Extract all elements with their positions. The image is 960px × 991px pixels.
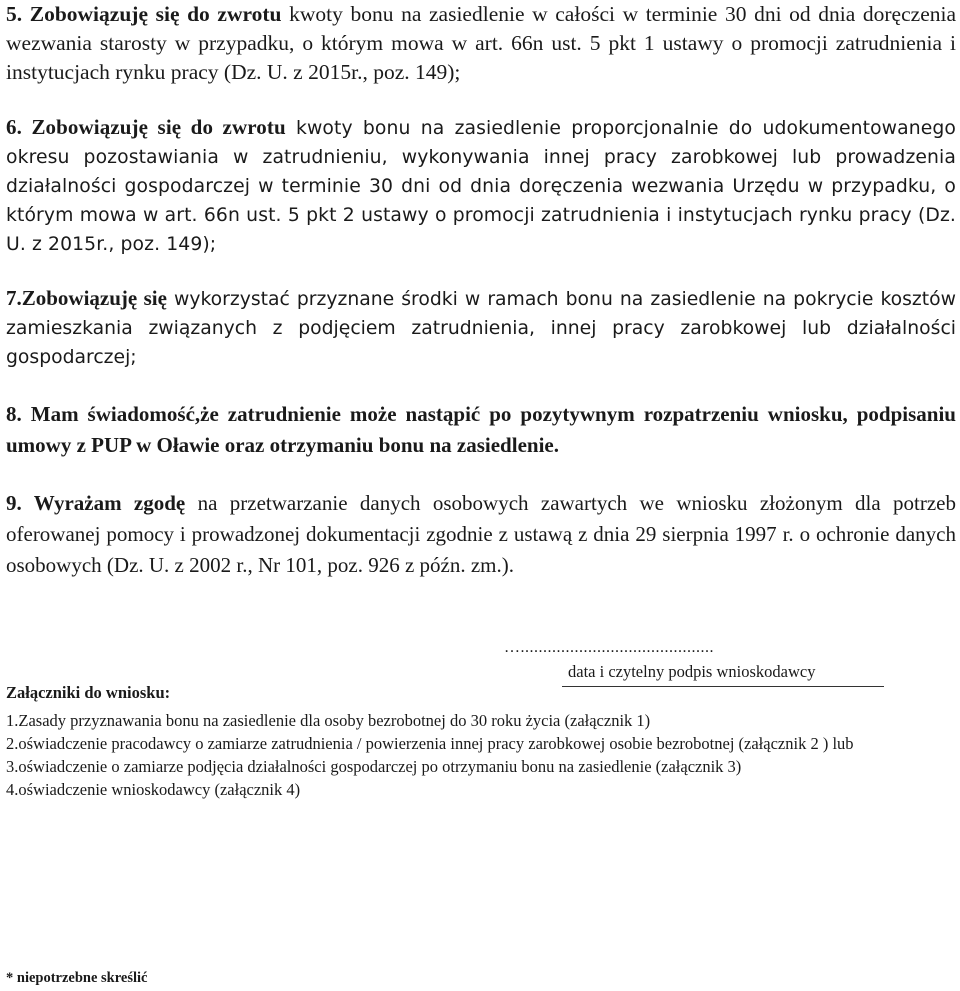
declaration-6-text: kwoty bonu na zasiedlenie proporcjonalnie do udokumentowanego okresu pozostawiania w zatrudnieniu, wykonywania innej pracy zarobkowej lub prowadzenia działalności gospodarczej w terminie 30 dni od dnia doręczenia wezwania Urzędu w przypadku, o którym mowa w art. 66n ust. 5 pkt 2 ustawy o promocji zatrudnienia i instytucjach rynku pracy (Dz. U. z 2015r., poz. 149); — [6, 118, 956, 255]
attachment-item: 3.oświadczenie o zamiarze podjęcia działalności gospodarczej po otrzymaniu bonu na zasiedlenie (załącznik 3) — [6, 757, 742, 776]
declaration-5-lead: 5. Zobowiązuję się do zwrotu — [6, 2, 282, 26]
declaration-5 — [6, 0, 956, 87]
attachment-item: 1.Zasady przyznawania bonu na zasiedlenie dla osoby bezrobotnej do 30 roku życia (załącznik 1) — [6, 711, 651, 730]
declaration-9-lead: 9. Wyrażam zgodę — [6, 491, 186, 515]
declaration-9-text: na przetwarzanie danych osobowych zawartych we wniosku złożonym dla potrzeb oferowanej pomocy i prowadzonej dokumentacji zgodnie z ustawą z dnia 29 sierpnia 1997 r. o ochronie danych osobowych (Dz. U. z 2002 r., Nr 101, poz. 926 z późn. zm.). — [6, 491, 956, 577]
attachments-list — [6, 709, 956, 801]
declaration-7-text: wykorzystać przyznane środki w ramach bonu na zasiedlenie na pokrycie kosztów zamieszkania związanych z podjęciem zatrudnienia, innej pracy zarobkowej lub działalności gospodarczej; — [6, 289, 957, 368]
attachment-item: 2.oświadczenie pracodawcy o zamiarze zatrudnienia / powierzenia innej pracy zarobkowej osobie bezrobotnej (załącznik 2 ) lub — [6, 734, 854, 753]
signature-dots: …........................................... — [504, 639, 714, 656]
attachments-title: Załączniki do wniosku: — [6, 683, 171, 702]
declaration-7 — [6, 284, 956, 372]
attachment-item: 4.oświadczenie wnioskodawcy (załącznik 4) — [6, 780, 301, 799]
signature-line — [562, 686, 884, 687]
declaration-7-lead: 7.Zobowiązuję się — [6, 286, 167, 310]
declaration-9 — [6, 488, 956, 581]
declaration-6-lead: 6. Zobowiązuję się do zwrotu — [6, 115, 286, 139]
declaration-6 — [6, 113, 956, 259]
declaration-5-text: kwoty bonu na zasiedlenie w całości w terminie 30 dni od dnia doręczenia wezwania starosty w przypadku, o którym mowa w art. 66n ust. 5 pkt 1 ustawy o promocji zatrudnienia i instytucjach rynku pracy (Dz. U. z 2015r., poz. 149); — [6, 2, 956, 84]
declaration-8: 8. Mam świadomość,że zatrudnienie może nastąpić po pozytywnym rozpatrzeniu wniosku, podpisaniu umowy z PUP w Oławie oraz otrzymaniu bonu na zasiedlenie. — [6, 402, 956, 457]
signature-label: data i czytelny podpis wnioskodawcy — [568, 662, 816, 681]
footnote: * niepotrzebne skreślić — [6, 970, 148, 986]
